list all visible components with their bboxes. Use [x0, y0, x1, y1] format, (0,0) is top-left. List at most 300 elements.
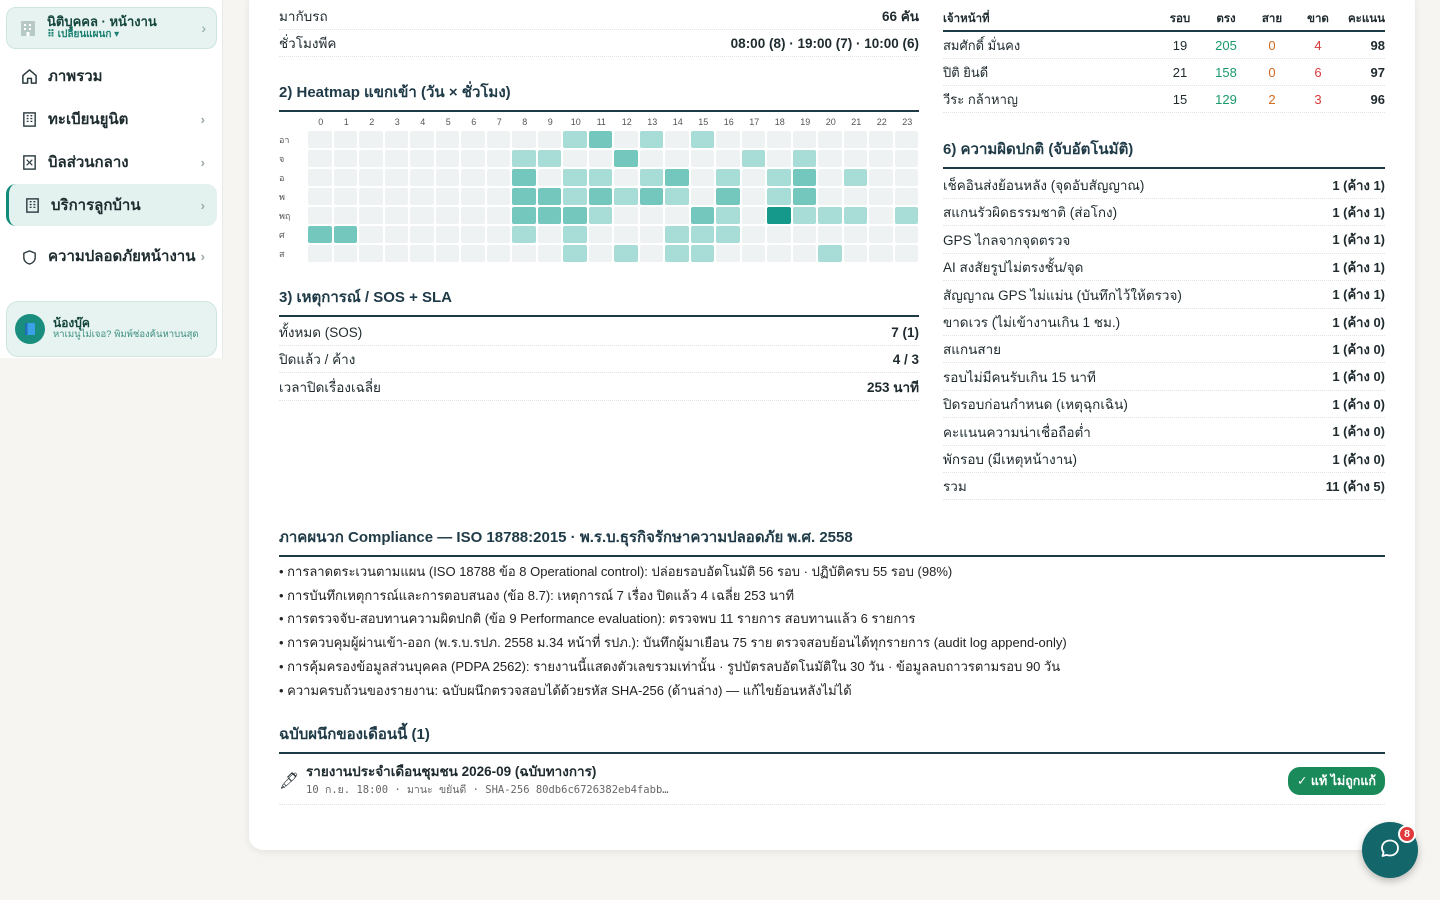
heatmap-cell[interactable] [640, 169, 664, 186]
heatmap-cell[interactable] [308, 207, 332, 224]
cell-missed: 4 [1314, 37, 1322, 53]
heatmap-cell[interactable] [461, 245, 485, 262]
cell-missed: 6 [1314, 64, 1322, 80]
list-item[interactable] [943, 199, 1385, 226]
heatmap-cell[interactable] [563, 131, 587, 148]
assistant-subtitle: หาเมนูไม่เจอ? พิมพ์ช่องค้นหาบนสุด [53, 329, 199, 340]
heatmap-cell[interactable] [691, 150, 715, 167]
anomaly-label: เช็คอินส่งย้อนหลัง (จุดอับสัญญาณ) [943, 178, 1145, 193]
heatmap-hour-label: 8 [522, 117, 528, 127]
heatmap-cell[interactable] [334, 150, 358, 167]
building-icon [23, 196, 41, 214]
heatmap-cell[interactable] [742, 207, 766, 224]
heatmap-cell[interactable] [410, 131, 434, 148]
heatmap-cell[interactable] [359, 245, 383, 262]
heatmap-hour-label: 14 [672, 117, 683, 127]
heatmap-cell[interactable] [844, 188, 868, 205]
heatmap-row [279, 169, 920, 186]
incident-row [279, 319, 919, 346]
heatmap-cell[interactable] [359, 188, 383, 205]
chat-bubble-icon [1378, 836, 1402, 865]
cell-name: ปิติ ยินดี [943, 64, 989, 80]
table-row[interactable] [943, 59, 1385, 86]
heatmap-cell[interactable] [359, 169, 383, 186]
heatmap-cell[interactable] [334, 245, 358, 262]
heatmap-cell[interactable] [716, 245, 740, 262]
heatmap-cell[interactable] [844, 207, 868, 224]
cell-missed: 3 [1314, 91, 1322, 107]
heatmap-cell[interactable] [793, 188, 817, 205]
heatmap-hour-axis [308, 117, 920, 127]
heatmap-cell[interactable] [665, 150, 689, 167]
heatmap-cell[interactable] [385, 131, 409, 148]
heatmap-day-label: ศ [279, 229, 285, 240]
heatmap-cell[interactable] [895, 150, 919, 167]
heatmap-cell[interactable] [512, 131, 536, 148]
org-switcher[interactable] [6, 7, 217, 49]
anomaly-count: 1 (ค้าง 0) [1332, 369, 1385, 385]
heatmap-cell[interactable] [818, 131, 842, 148]
heatmap-cell[interactable] [691, 188, 715, 205]
heatmap-cell[interactable] [818, 245, 842, 262]
heatmap-cell[interactable] [436, 131, 460, 148]
cell-ontime: 158 [1215, 64, 1237, 80]
heatmap-hour-label: 17 [749, 117, 760, 127]
heatmap-cell[interactable] [512, 150, 536, 167]
list-item[interactable] [943, 282, 1385, 309]
sidebar-item-overview[interactable] [6, 55, 217, 97]
heatmap-day-label: พฤ [279, 210, 291, 221]
heatmap-cell[interactable] [640, 245, 664, 262]
heatmap-cell[interactable] [308, 245, 332, 262]
heatmap-cell[interactable] [818, 188, 842, 205]
sealed-report-meta: 10 ก.ย. 18:00 · มานะ ขยันดี · SHA-256 80db6c6726382eb4fabb… [306, 784, 669, 796]
heatmap-cell[interactable] [410, 207, 434, 224]
anomaly-label: รอบไม่มีคนรับเกิน 15 นาที [943, 369, 1096, 385]
incident-label: ทั้งหมด (SOS) [279, 325, 363, 340]
summary-value: 66 คัน [881, 9, 919, 24]
heatmap-cell[interactable] [716, 169, 740, 186]
heatmap-cell[interactable] [640, 226, 664, 243]
assistant-name: น้องบุ๊ค [53, 316, 90, 330]
heatmap-cell[interactable] [716, 226, 740, 243]
heatmap-cell[interactable] [793, 169, 817, 186]
heatmap-cell[interactable] [793, 207, 817, 224]
home-icon [20, 67, 38, 85]
heatmap-cell[interactable] [538, 150, 562, 167]
heatmap-cell[interactable] [589, 226, 613, 243]
heatmap-cell[interactable] [691, 131, 715, 148]
heatmap-cell[interactable] [614, 207, 638, 224]
sealed-report-item[interactable] [279, 758, 1385, 805]
heatmap-cell[interactable] [640, 131, 664, 148]
sidebar-item-resident-services[interactable] [6, 184, 217, 226]
switch-department-label[interactable]: ⠿ เปลี่ยนแผนก ▾ [47, 29, 120, 40]
heatmap-cell[interactable] [563, 207, 587, 224]
heatmap-cell[interactable] [359, 207, 383, 224]
heatmap-cell[interactable] [895, 207, 919, 224]
heatmap-cell[interactable] [563, 245, 587, 262]
heatmap-cell[interactable] [436, 207, 460, 224]
compliance-item: • การควบคุมผู้ผ่านเข้า-ออก (พ.ร.บ.รปภ. 2558 ม.34 หน้าที่ รปภ.): บันทึกผู้มาเยือน 75 ราย ตรวจสอบย้อนได้ทุกรายการ (audit log append-only) [279, 635, 1067, 651]
heatmap-cell[interactable] [385, 150, 409, 167]
heatmap-cell[interactable] [742, 169, 766, 186]
sidebar [0, 0, 223, 358]
heatmap-cell[interactable] [461, 169, 485, 186]
heatmap-hour-label: 7 [496, 117, 502, 127]
heatmap-cell[interactable] [563, 169, 587, 186]
heatmap-cell[interactable] [895, 169, 919, 186]
heatmap-hour-label: 2 [369, 117, 375, 127]
heatmap-cell[interactable] [487, 207, 511, 224]
heatmap-cell[interactable] [793, 245, 817, 262]
anomaly-count: 1 (ค้าง 0) [1332, 424, 1385, 440]
assistant-hint[interactable] [6, 301, 217, 357]
sidebar-item-label: บริการลูกบ้าน [51, 197, 141, 214]
heatmap-cell[interactable] [869, 226, 893, 243]
chevron-right-icon: › [200, 249, 205, 264]
verified-badge: ✓ แท้ ไม่ถูกแก้ [1288, 767, 1385, 795]
heatmap-cell[interactable] [589, 188, 613, 205]
heatmap-cell[interactable] [665, 207, 689, 224]
heatmap-cell[interactable] [742, 188, 766, 205]
cell-ontime: 205 [1215, 37, 1237, 53]
heatmap-cell[interactable] [538, 245, 562, 262]
heatmap-hour-label: 16 [723, 117, 734, 127]
heatmap-cell[interactable] [767, 207, 791, 224]
book-icon [15, 314, 45, 344]
heatmap-cell[interactable] [436, 245, 460, 262]
heatmap-cell[interactable] [334, 207, 358, 224]
heatmap-day-label: ส [279, 248, 285, 259]
heatmap-cell[interactable] [716, 188, 740, 205]
col-missed: ขาด [1307, 12, 1329, 25]
heatmap-cell[interactable] [487, 188, 511, 205]
table-row[interactable] [943, 32, 1385, 59]
summary-label: ชั่วโมงพีค [279, 36, 337, 51]
list-item[interactable] [943, 419, 1385, 446]
heatmap-cell[interactable] [818, 226, 842, 243]
org-name: นิติบุคคล · หน้างาน [47, 14, 157, 29]
heatmap-cell[interactable] [334, 188, 358, 205]
heatmap-hour-label: 9 [547, 117, 553, 127]
heatmap-cell[interactable] [589, 150, 613, 167]
sealed-title: ฉบับผนึกของเดือนนี้ (1) [279, 722, 1385, 754]
heatmap-cell[interactable] [563, 188, 587, 205]
heatmap-cell[interactable] [844, 131, 868, 148]
compliance-item: • ความครบถ้วนของรายงาน: ฉบับผนึกตรวจสอบได้ด้วยรหัส SHA-256 (ด้านล่าง) — แก้ไขย้อนหลังไม่ได้ [279, 682, 852, 698]
cell-name: วีระ กล้าหาญ [943, 91, 1018, 107]
incident-value: 253 นาที [867, 380, 919, 395]
heatmap-cell[interactable] [589, 131, 613, 148]
heatmap-cell[interactable] [436, 188, 460, 205]
list-item[interactable] [943, 364, 1385, 391]
heatmap-cell[interactable] [512, 226, 536, 243]
cell-late: 0 [1268, 64, 1276, 80]
heatmap-cell[interactable] [767, 150, 791, 167]
heatmap-cell[interactable] [818, 169, 842, 186]
heatmap-cell[interactable] [359, 150, 383, 167]
heatmap-cell[interactable] [869, 188, 893, 205]
heatmap-cell[interactable] [895, 188, 919, 205]
heatmap-cell[interactable] [385, 245, 409, 262]
heatmap-cell[interactable] [359, 131, 383, 148]
heatmap-hour-label: 4 [420, 117, 426, 127]
heatmap-hour-label: 13 [647, 117, 658, 127]
heatmap-cell[interactable] [895, 131, 919, 148]
anomaly-label: ปิดรอบก่อนกำหนด (เหตุฉุกเฉิน) [943, 397, 1128, 413]
heatmap-hour-label: 23 [902, 117, 913, 127]
list-item[interactable] [943, 254, 1385, 281]
heatmap-cell[interactable] [844, 150, 868, 167]
heatmap-cell[interactable] [691, 207, 715, 224]
heatmap-row [279, 207, 920, 224]
heatmap-cell[interactable] [461, 150, 485, 167]
summary-row [279, 30, 919, 57]
heatmap-cell[interactable] [665, 245, 689, 262]
heatmap-cell[interactable] [512, 207, 536, 224]
heatmap-cell[interactable] [359, 226, 383, 243]
heatmap-cell[interactable] [793, 150, 817, 167]
heatmap-cell[interactable] [308, 226, 332, 243]
heatmap-cell[interactable] [614, 131, 638, 148]
heatmap-cell[interactable] [487, 131, 511, 148]
seal-pen-icon: 🖋 [279, 773, 300, 790]
cell-score: 96 [1370, 91, 1385, 107]
heatmap-cell[interactable] [665, 226, 689, 243]
heatmap-cell[interactable] [742, 226, 766, 243]
list-item[interactable] [943, 227, 1385, 254]
incident-value: 7 (1) [891, 324, 919, 340]
building-icon [17, 17, 39, 39]
cell-name: สมศักดิ์ มั่นคง [943, 37, 1021, 53]
heatmap-cell[interactable] [461, 226, 485, 243]
heatmap-cell[interactable] [767, 131, 791, 148]
heatmap-hour-label: 18 [774, 117, 785, 127]
heatmap-cell[interactable] [742, 150, 766, 167]
heatmap-cell[interactable] [487, 169, 511, 186]
heatmap-cell[interactable] [716, 150, 740, 167]
heatmap-cell[interactable] [436, 169, 460, 186]
heatmap-cell[interactable] [640, 188, 664, 205]
heatmap-row [279, 226, 920, 243]
heatmap-cell[interactable] [461, 131, 485, 148]
sidebar-item-site-security[interactable] [6, 227, 217, 287]
heatmap-cell[interactable] [308, 131, 332, 148]
cell-score: 98 [1370, 37, 1385, 53]
table-row[interactable] [943, 86, 1385, 113]
heatmap-row [279, 188, 920, 205]
heatmap-cell[interactable] [538, 207, 562, 224]
heatmap-cell[interactable] [793, 226, 817, 243]
heatmap-cell[interactable] [742, 245, 766, 262]
compliance-item: • การบันทึกเหตุการณ์และการตอบสนอง (ข้อ 8.7): เหตุการณ์ 7 เรื่อง ปิดแล้ว 4 เฉลี่ย 253 นาที [279, 587, 795, 603]
sidebar-item-label: บิลส่วนกลาง [48, 154, 129, 171]
heatmap-cell[interactable] [818, 150, 842, 167]
heatmap-cell[interactable] [461, 188, 485, 205]
heatmap-cell[interactable] [334, 226, 358, 243]
heatmap-cell[interactable] [818, 207, 842, 224]
heatmap-cell[interactable] [538, 131, 562, 148]
incidents-title: 3) เหตุการณ์ / SOS + SLA [279, 285, 919, 317]
heatmap-cell[interactable] [436, 226, 460, 243]
heatmap-hour-label: 10 [570, 117, 581, 127]
anomaly-count: 1 (ค้าง 0) [1332, 314, 1385, 330]
anomaly-label: GPS ไกลจากจุดตรวจ [943, 232, 1071, 248]
summary-value: 08:00 (8) · 19:00 (7) · 10:00 (6) [730, 35, 919, 51]
heatmap-cell[interactable] [614, 245, 638, 262]
sidebar-item-label: ความปลอดภัยหน้างาน [48, 248, 196, 265]
anomaly-count: 11 (ค้าง 5) [1325, 478, 1385, 494]
heatmap-cell[interactable] [334, 169, 358, 186]
anomaly-label: สแกนสาย [943, 342, 1002, 358]
heatmap-cell[interactable] [436, 150, 460, 167]
list-item[interactable] [943, 391, 1385, 418]
heatmap-day-label: พ [279, 191, 285, 202]
heatmap-cell[interactable] [589, 245, 613, 262]
heatmap-cell[interactable] [869, 150, 893, 167]
heatmap-cell[interactable] [869, 245, 893, 262]
heatmap-title: 2) Heatmap แขกเข้า (วัน × ชั่วโมง) [279, 80, 919, 112]
heatmap-hour-label: 0 [318, 117, 324, 127]
sealed-report-title[interactable]: รายงานประจำเดือนชุมชน 2026-09 (ฉบับทางการ) [306, 764, 597, 779]
heatmap-cell[interactable] [716, 207, 740, 224]
sidebar-item-units[interactable] [6, 98, 217, 140]
incident-label: เวลาปิดเรื่องเฉลี่ย [279, 380, 381, 395]
heatmap-cell[interactable] [461, 207, 485, 224]
heatmap-cell[interactable] [640, 207, 664, 224]
heatmap-cell[interactable] [385, 207, 409, 224]
heatmap-cell[interactable] [410, 226, 434, 243]
list-item[interactable] [943, 309, 1385, 336]
heatmap-cell[interactable] [538, 169, 562, 186]
compliance-item: • การตรวจจับ-สอบทานความผิดปกติ (ข้อ 9 Performance evaluation): ตรวจพบ 11 รายการ สอบทานแล้ว 6 รายการ [279, 611, 916, 627]
incident-row [279, 346, 919, 373]
list-item[interactable] [943, 446, 1385, 473]
heatmap-cell[interactable] [487, 150, 511, 167]
list-item[interactable] [943, 336, 1385, 363]
anomaly-label: AI สงสัยรูปไม่ตรงชั้น/จุด [943, 260, 1084, 276]
heatmap-hour-label: 19 [800, 117, 811, 127]
heatmap-row [279, 150, 920, 167]
chevron-right-icon: › [200, 197, 205, 213]
heatmap-hour-label: 5 [445, 117, 451, 127]
heatmap-cell[interactable] [716, 131, 740, 148]
col-late: สาย [1261, 12, 1283, 25]
anomaly-count: 1 (ค้าง 1) [1332, 177, 1385, 193]
heatmap-cell[interactable] [512, 169, 536, 186]
heatmap-cell[interactable] [665, 169, 689, 186]
col-ontime: ตรง [1216, 12, 1236, 25]
heatmap-cell[interactable] [767, 245, 791, 262]
sidebar-item-common-fees[interactable] [6, 141, 217, 183]
heatmap-cell[interactable] [767, 169, 791, 186]
heatmap-cell[interactable] [487, 226, 511, 243]
heatmap-cell[interactable] [589, 207, 613, 224]
heatmap-cell[interactable] [767, 188, 791, 205]
anomaly-count: 1 (ค้าง 1) [1332, 259, 1385, 275]
heatmap-cell[interactable] [869, 131, 893, 148]
compliance-item: • การลาดตระเวนตามแผน (ISO 18788 ข้อ 8 Operational control): ปล่อยรอบอัตโนมัติ 56 รอบ · ปฏิบัติครบ 55 รอบ (98%) [279, 564, 953, 579]
heatmap-cell[interactable] [869, 207, 893, 224]
heatmap-cell[interactable] [563, 150, 587, 167]
heatmap-hour-label: 21 [851, 117, 862, 127]
heatmap-cell[interactable] [589, 169, 613, 186]
heatmap-cell[interactable] [665, 188, 689, 205]
heatmap-cell[interactable] [410, 188, 434, 205]
heatmap-cell[interactable] [410, 150, 434, 167]
heatmap-cell[interactable] [308, 150, 332, 167]
heatmap-cell[interactable] [614, 169, 638, 186]
heatmap-cell[interactable] [665, 131, 689, 148]
list-item[interactable] [943, 473, 1385, 500]
heatmap-cell[interactable] [691, 169, 715, 186]
heatmap-cell[interactable] [844, 169, 868, 186]
heatmap-cell[interactable] [385, 169, 409, 186]
cell-score: 97 [1370, 64, 1385, 80]
heatmap-hour-label: 20 [825, 117, 836, 127]
heatmap-cell[interactable] [308, 188, 332, 205]
heatmap-cell[interactable] [614, 150, 638, 167]
chevron-right-icon: › [200, 154, 205, 170]
sidebar-nav [6, 55, 217, 287]
list-item[interactable] [943, 172, 1385, 199]
heatmap-cell[interactable] [538, 226, 562, 243]
heatmap-cell[interactable] [538, 188, 562, 205]
heatmap-cell[interactable] [385, 188, 409, 205]
heatmap-cell[interactable] [410, 169, 434, 186]
heatmap-cell[interactable] [563, 226, 587, 243]
heatmap-cell[interactable] [691, 226, 715, 243]
heatmap-cell[interactable] [767, 226, 791, 243]
heatmap-day-label: จ [279, 153, 285, 164]
heatmap-cell[interactable] [512, 188, 536, 205]
col-staff: เจ้าหน้าที่ [943, 12, 990, 25]
heatmap-cell[interactable] [487, 245, 511, 262]
anomaly-count: 1 (ค้าง 0) [1332, 396, 1385, 412]
heatmap-cell[interactable] [691, 245, 715, 262]
heatmap-cell[interactable] [410, 245, 434, 262]
heatmap-cell[interactable] [385, 226, 409, 243]
anomaly-count: 1 (ค้าง 1) [1332, 232, 1385, 248]
col-score: คะแนน [1347, 12, 1385, 25]
cell-late: 2 [1268, 91, 1276, 107]
receipt-icon [20, 153, 38, 171]
heatmap-cell[interactable] [869, 169, 893, 186]
building-icon [20, 110, 38, 128]
heatmap-cell[interactable] [614, 188, 638, 205]
heatmap-cell[interactable] [844, 226, 868, 243]
heatmap-cell[interactable] [742, 131, 766, 148]
heatmap-hour-label: 11 [596, 117, 606, 127]
heatmap-cell[interactable] [512, 245, 536, 262]
heatmap-hour-label: 3 [394, 117, 400, 127]
cell-late: 0 [1268, 37, 1276, 53]
anomaly-count: 1 (ค้าง 1) [1332, 204, 1385, 220]
heatmap-cell[interactable] [614, 226, 638, 243]
heatmap-cell[interactable] [793, 131, 817, 148]
heatmap-cell[interactable] [640, 150, 664, 167]
heatmap-cell[interactable] [895, 226, 919, 243]
incident-label: ปิดแล้ว / ค้าง [279, 352, 356, 367]
heatmap-day-label: อ [279, 172, 285, 183]
heatmap-day-label: อา [279, 134, 290, 145]
heatmap-row [279, 131, 920, 148]
heatmap-cell[interactable] [308, 169, 332, 186]
heatmap-cell[interactable] [895, 245, 919, 262]
heatmap-cell[interactable] [334, 131, 358, 148]
heatmap-cell[interactable] [844, 245, 868, 262]
